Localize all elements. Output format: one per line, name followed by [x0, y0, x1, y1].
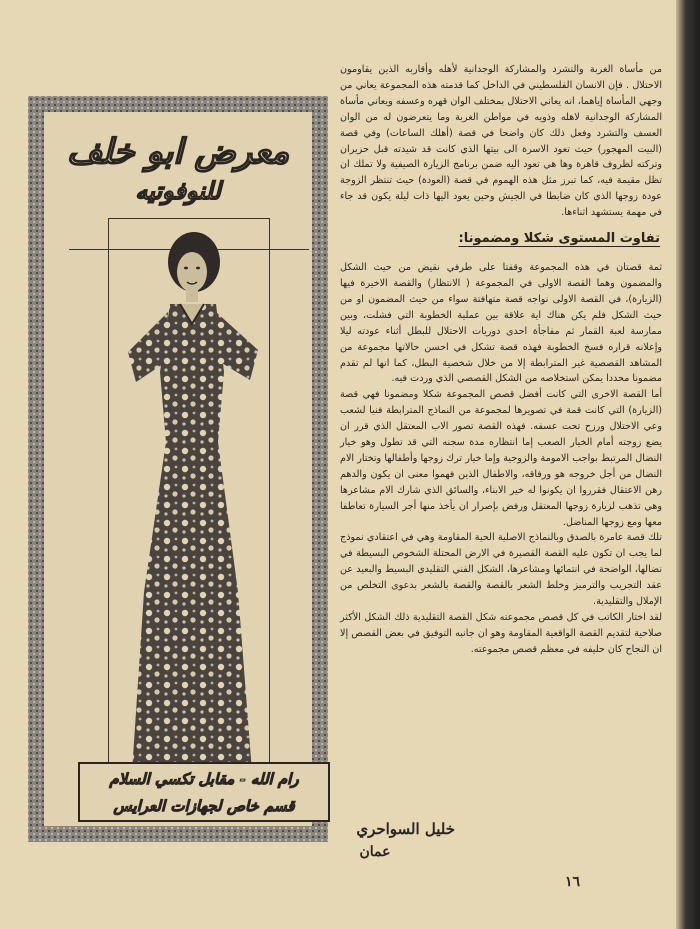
- book-binding: [676, 0, 700, 929]
- model-illustration: [108, 212, 268, 812]
- author-name: خليل السواحري: [356, 820, 455, 838]
- page-number: ١٦: [565, 874, 581, 890]
- article-paragraph-2: ثمة قصتان في هذه المجموعة وقفتا على طرفي نقيض من حيث الشكل والمضمون وهما القصة الاولى في المجموعة ( الانتظار) والقصة الاخيرة فيها (الزيارة)، في القصة الاولى نواجه قصة متهافتة سواء من حيث المضمون او من حيث الشكل فلم يكن هناك اية علاقة بين عملية الخطوبة التي فشلت، وبين ممارسة لعبة القمار ثم مفاجأة احدى دوريات الاحتلال للبطل أثناء عودته ليلا وإعلانه قراره فسخ الخطوبة فهذه قصة تشكل في احسن حالاتها مجموعة من المشاهد القصصية غير المترابطة إلا من خلال شخصية البطل، كما انها لم تقدم مضمونا محددا يمكن استخلاصه من الشكل القصصي الذي وردت فيه.: [336, 262, 662, 385]
- article-paragraph-5: لقد اختار الكاتب في كل قصص مجموعته شكل القصة التقليدية ذلك الشكل الأكثر صلاحية لتقديم القصة الواقعية المقاومة وهو ان جانبه التوفيق في بعض القصص إلا ان النجاح كان حليفه في معظم قصص مجموعته.: [336, 612, 662, 655]
- ad-address-line-2: قسم خاص لجهازات العرايس: [113, 797, 295, 815]
- advertisement: [28, 96, 328, 842]
- ad-address-line-1: رام الله - مقابل تكسي السلام: [109, 770, 299, 788]
- article-paragraph-4: تلك قصة عامرة بالصدق وبالنماذج الاصلية الحية المقاومة وهي في اعتقادي نموذج لما يجب ان تكون عليه القصة القصيرة في الارض المحتلة الشخوص البسيطة في نضالها، الواضحة في انتمائها ومشاعرها، الشكل الفني التقليدي البسيط والبعيد عن عقد التجريب والترميز وخلط الشعر بالقصة والقصة بالشعر بدعوى التخلص من الإملال والتقليدية.: [336, 532, 662, 608]
- article-paragraph-1: من مأساة الغربة والتشرد والمشاركة الوجدانية لأهله وأقاربه الذين يقاومون الاحتلال . فإن الانسان الفلسطيني في الداخل كما قدمته هذه المجموعة يعاني من وجهي المأساة إياهما، انه يعاني الاحتلال بمختلف الوان قهره وعسفه ويعاني مأساة المشاركة الوجدانية لاهله وذويه في مواطن الغربة وما يتعرضون له من الوان العسف والتشرد وفعل ذلك كان واضحا في قصة (أهلك الساعات) وفي قصة (البيت المهجور) حيث تعود الاسرة الى بيتها الذي كانت قد شيدته قبل حزيران وتركته لظروف قاهرة وها هي تعود اليه ضمن برنامج الزيارة الصيفية ولا تملك ان تظل مقيمة فيه، كما تبرز مثل هذه الهموم في قصة (العودة) حيث تنتظر الزوجة عودة زوجها الذي كان ضابطا في الجيش وحين يعود اليها ذات ليلة يكون قد جاء في مهمة يستشهد اثناءها.: [336, 64, 662, 219]
- author-city: عمان: [359, 844, 391, 860]
- ad-subtitle: للنوفوتيه: [135, 176, 221, 205]
- advertisement-panel: [44, 112, 312, 826]
- ad-address-box: [78, 762, 330, 822]
- article-paragraph-3: أما القصة الاخرى التي كانت أفضل قصص المجموعة شكلا ومضمونا فهي قصة (الزيارة) التي كانت قمة في تصويرها لمجموعة من النماذج المترابطة فنيا لشعب وعي الاحتلال ورزح تحت عسفه. فهذه القصة تصور الاب المعتقل الذي قرر ان يضع زوجته أمام الخيار الصعب إما انتظاره مدة سجنه التي قد تطول وهو خيار النضال المرتبط بواجب الامومة والزوجية وإما خيار ترك زوجها وأطفالها وتختار الام النضال من أجل خروجه هو ورفاقه، والاطفال الذين فهموا معنى ان يكون والدهم رهن الاعتقال فقرروا ان يكونوا له خير الابناء، والسائق الذي شارك الام مشاعرها وهي تذهب لزيارة زوجها المعتقل ورفض بإصرار ان يأخذ منها أجر السيارة تعاطفا معها ومع زوجها المناضل.: [336, 389, 662, 528]
- article-column: [336, 62, 662, 658]
- ad-title: معرض ابو خلف: [66, 132, 290, 172]
- section-heading: تفاوت المستوى شكلا ومضمونا:: [458, 231, 660, 247]
